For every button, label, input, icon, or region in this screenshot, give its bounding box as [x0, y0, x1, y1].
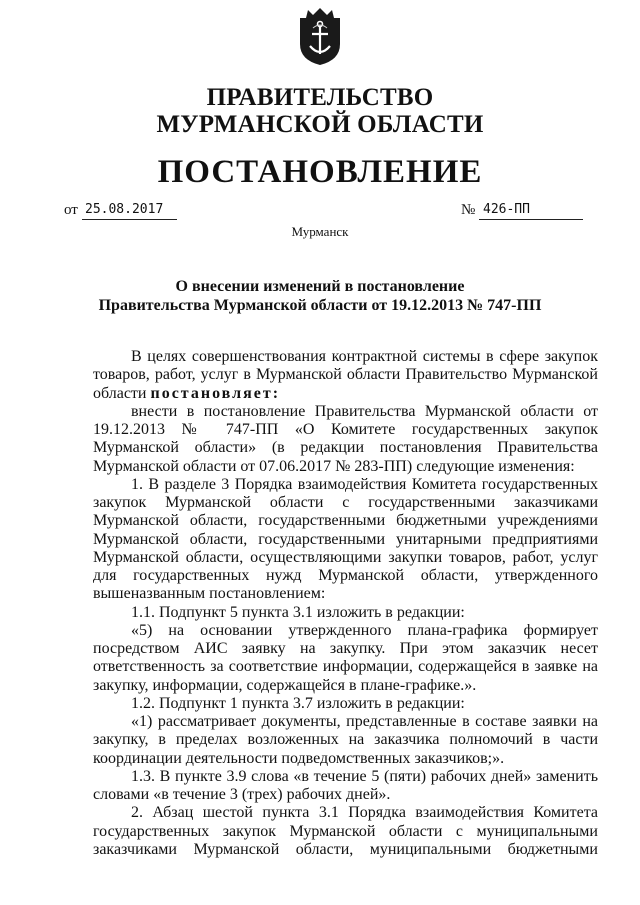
document-subject [0, 277, 640, 315]
paragraph: «1) рассматривает документы, представленные в составе заявки на закупку, в пределах возложенных на заказчика полномочий в части координации деятельности подведомственных заказчиков;». [93, 713, 598, 767]
city-name: Мурманск [291, 224, 349, 239]
government-title-line2: МУРМАНСКОЙ ОБЛАСТИ [156, 111, 484, 138]
preamble-text: В целях совершенствования контрактной системы в сфере закупок товаров, работ, услуг в Мурманской области Правительство Мурманской области [93, 348, 598, 402]
number-prefix: № [461, 202, 476, 218]
date-prefix: от [64, 202, 78, 218]
resolves-word: постановляет: [150, 384, 281, 402]
paragraph: 1.2. Подпункт 1 пункта 3.7 изложить в редакции: [131, 694, 465, 712]
paragraph: 1.1. Подпункт 5 пункта 3.1 изложить в редакции: [131, 603, 465, 621]
coat-of-arms-icon [298, 8, 342, 66]
paragraph: 1. В разделе 3 Порядка взаимодействия Комитета государственных закупок Мурманской области с государственными заказчиками Мурманской области, государственными бюджетными учреждениями Мурманской области, государственными унитарными предприятиями Мурманской области, осуществляющими закупки товаров, работ, услуг для государственных нужд Мурманской области, утвержденного вышеназванным постановлением: [93, 475, 598, 603]
document-type-title: ПОСТАНОВЛЕНИЕ [157, 154, 483, 190]
document-date: 25.08.2017 [82, 201, 177, 220]
subject-line1: О внесении изменений в постановление [175, 278, 465, 295]
government-title-line1: ПРАВИТЕЛЬСТВО [206, 84, 434, 111]
subject-line2: Правительства Мурманской области от 19.12.2013 № 747-ПП [98, 297, 542, 314]
document-number: 426-ПП [479, 201, 583, 220]
paragraph: внести в постановление Правительства Мурманской области от 19.12.2013 № 747-ПП «О Комитете государственных закупок Мурманской области» (в редакции постановления Правительства Мурманской области от 07.06.2017 № 283-ПП) следующие изменения: [93, 402, 598, 475]
paragraph: 1.3. В пункте 3.9 слова «в течение 5 (пяти) рабочих дней» заменить словами «в течение 3 (трех) рабочих дней». [93, 767, 598, 803]
paragraph: 2. Абзац шестой пункта 3.1 Порядка взаимодействия Комитета государственных закупок Мурманской области с муниципальными заказчиками Мурманской области, муниципальными бюджетными [93, 804, 598, 858]
document-body [93, 348, 598, 859]
paragraph-preamble [93, 348, 598, 403]
paragraph: «5) на основании утвержденного плана-графика формирует посредством АИС заявку на закупку. При этом заказчик несет ответственность за соответствие информации, содержащейся в заявке на закупку, информации, содержащейся в плане-графике.». [93, 621, 598, 694]
